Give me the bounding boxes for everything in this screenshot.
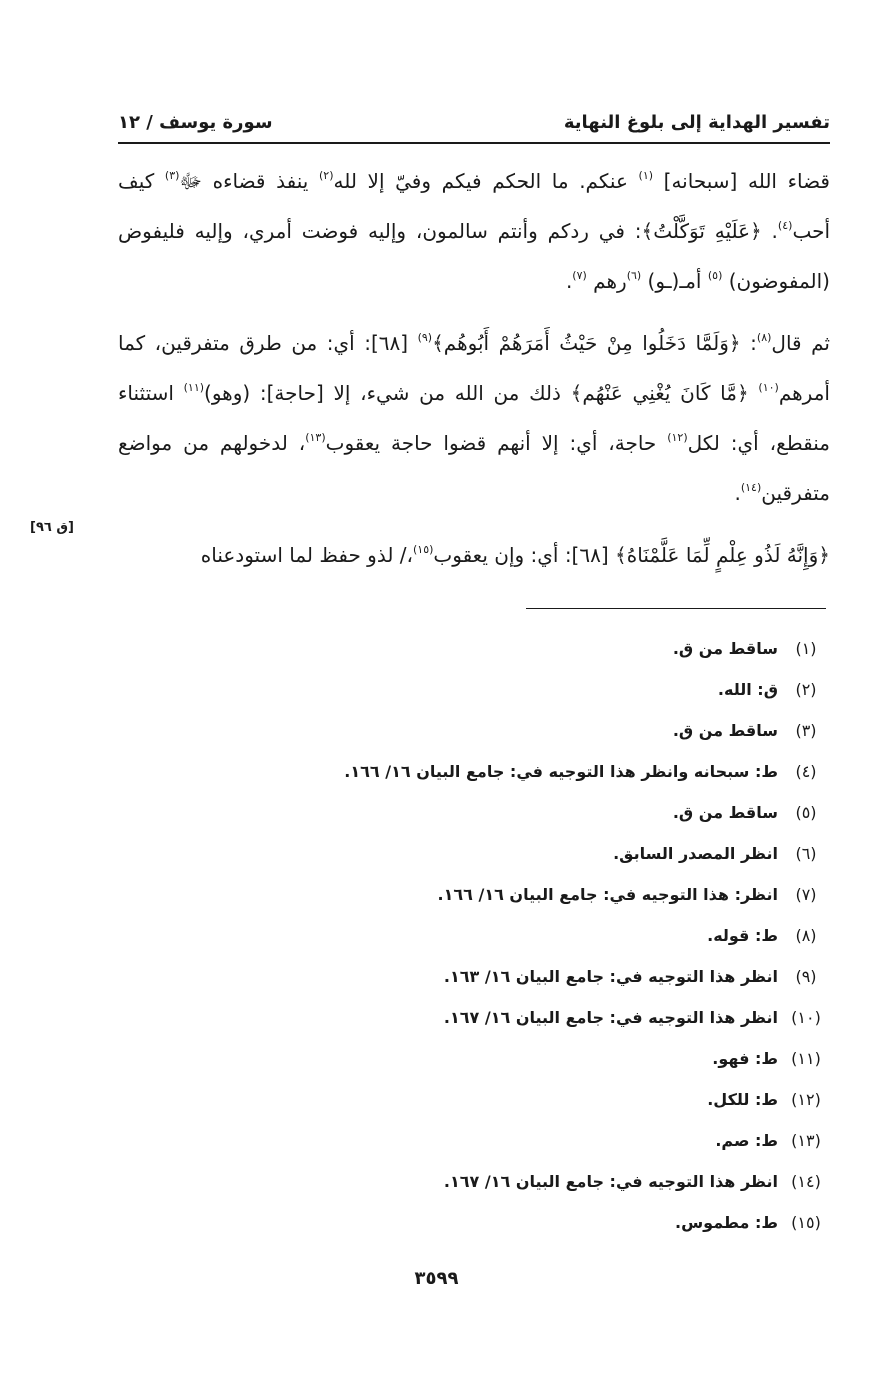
text-run: : في ردكم وأنتم سالمون، وإليه فوضت أمري، وإليه فليفوض (المفوضون) (118, 219, 830, 293)
quran-verse: ﴿مَّا كَانَ يُغْنِي عَنْهُم﴾ (570, 381, 749, 405)
book-title: تفسير الهداية إلى بلوغ النهاية (563, 111, 830, 133)
footnote-item (300, 1202, 828, 1243)
footnote-text: ساقط من ق. (672, 639, 778, 658)
text-run: استثناء منقطع، أي: لكل (118, 381, 830, 455)
quran-verse: ﴿وَإِنَّهُ لَذُو عِلْمٍ لِّمَا عَلَّمْنَاهُ﴾ (615, 543, 830, 567)
footnote-item (300, 710, 828, 751)
footnote-number: (٤) (795, 762, 817, 781)
header-divider (118, 142, 830, 144)
paragraph-3 (118, 530, 830, 580)
text-run: : (740, 331, 757, 355)
footnote-item (300, 628, 828, 669)
footnote-number: (١) (795, 639, 817, 658)
text-run: . (565, 269, 573, 293)
footnote-number: (١٠) (791, 1008, 821, 1027)
footnote-item (300, 874, 828, 915)
footnote-ref: (٢) (318, 169, 334, 182)
text-run: ثم قال (771, 331, 830, 355)
text-run: حاجة، أي: إلا أنهم قضوا حاجة يعقوب (325, 431, 668, 455)
main-text (118, 156, 830, 580)
footnote-ref: (٣) (164, 169, 180, 182)
footnote-item (300, 751, 828, 792)
footnote-item (300, 915, 828, 956)
paragraph-2 (118, 318, 830, 518)
footnote-number: (٦) (795, 844, 817, 863)
footnote-item (300, 956, 828, 997)
footnote-ref: (٦) (626, 269, 642, 282)
footnote-text: ط: صم. (715, 1131, 778, 1150)
page-number: ٣٥٩٩ (414, 1268, 459, 1289)
footnote-ref: (٨) (756, 331, 772, 344)
text-run: عنكم. ما الحكم فيكم وفيّ إلا لله (333, 169, 639, 193)
footnote-item (300, 997, 828, 1038)
footnote-ref: (١٥) (412, 543, 434, 556)
text-run: قضاء الله [سبحانه] (653, 169, 830, 193)
footnote-ref: (١٢) (667, 431, 688, 444)
text-run: ، لدخولهم من مواضع متفرقين (118, 431, 830, 505)
text-run: [٦٨]: أي: من طرق متفرقين، كما أمرهم (118, 331, 830, 405)
text-run (749, 381, 759, 405)
footnote-text: ط: للكل. (707, 1090, 778, 1109)
footnotes-list (300, 628, 828, 1243)
footnote-text: انظر المصدر السابق. (613, 844, 778, 863)
footnote-item (300, 1120, 828, 1161)
footnote-text: ط: فهو. (712, 1049, 778, 1068)
footnote-text: انظر هذا التوجيه في: جامع البيان ١٦/ ١٦٣. (443, 967, 778, 986)
footnote-number: (٣) (795, 721, 817, 740)
footnote-item (300, 792, 828, 833)
footnote-text: انظر: هذا التوجيه في: جامع البيان ١٦/ ١٦٦. (437, 885, 778, 904)
text-run: [٦٨]: أي: وإن يعقوب (433, 543, 616, 567)
footnote-ref: (١٤) (740, 481, 762, 494)
footnote-number: (١٤) (791, 1172, 821, 1191)
footnote-number: (١١) (791, 1049, 821, 1068)
text-run: ذلك من الله من شيء، إلا [حاجة]: (وهو) (204, 381, 571, 405)
text-run: ،/ لذو حفظ لما استودعناه (200, 543, 413, 567)
footnote-number: (٢) (795, 680, 817, 699)
footnote-text: ط: قوله. (707, 926, 778, 945)
footnote-item (300, 1038, 828, 1079)
footnote-number: (١٣) (791, 1131, 821, 1150)
footnote-ref: (١) (638, 169, 654, 182)
quran-verse: ﴿عَلَيْهِ تَوَكَّلْتُ﴾ (641, 219, 762, 243)
footnote-divider (526, 608, 826, 609)
footnote-text: ساقط من ق. (672, 803, 778, 822)
footnote-item (300, 833, 828, 874)
footnote-number: (١٥) (791, 1213, 821, 1232)
footnote-text: ط: سبحانه وانظر هذا التوجيه في: جامع البيان ١٦/ ١٦٦. (344, 762, 778, 781)
footnote-ref: (١١) (183, 381, 205, 394)
footnote-ref: (١٠) (758, 381, 779, 394)
footnote-text: ق: الله. (717, 680, 778, 699)
paragraph-1 (118, 156, 830, 306)
text-run: أمـ(ـو) (641, 269, 708, 293)
footnote-ref: (١٣) (305, 431, 326, 444)
footnote-ref: (٥) (707, 269, 723, 282)
footnote-number: (٥) (795, 803, 817, 822)
text-run: رهم (586, 269, 627, 293)
footnote-number: (٨) (795, 926, 817, 945)
text-run: كيف أحب (118, 169, 830, 243)
footnote-item (300, 1161, 828, 1202)
footnote-ref: (٩) (417, 331, 433, 344)
footnote-number: (١٢) (791, 1090, 821, 1109)
footnote-text: انظر هذا التوجيه في: جامع البيان ١٦/ ١٦٧. (443, 1172, 778, 1191)
text-run: . (761, 219, 778, 243)
footnote-item (300, 669, 828, 710)
footnote-number: (٧) (795, 885, 817, 904)
footnote-item (300, 1079, 828, 1120)
manuscript-folio-note: [ق ٩٦] (30, 520, 74, 535)
footnote-ref: (٧) (572, 269, 587, 282)
footnote-text: انظر هذا التوجيه في: جامع البيان ١٦/ ١٦٧. (443, 1008, 778, 1027)
footnote-number: (٩) (795, 967, 817, 986)
footnote-text: ساقط من ق. (672, 721, 778, 740)
surah-info: سورة يوسف / ١٢ (118, 111, 273, 133)
quran-verse: ﴿وَلَمَّا دَخَلُوا مِنْ حَيْثُ أَمَرَهُمْ أَبُوهُم﴾ (432, 331, 741, 355)
text-run: ينفذ قضاءه ﷻ (179, 169, 319, 193)
running-header (118, 104, 830, 140)
footnote-ref: (٤) (777, 219, 793, 232)
text-run: . (734, 481, 741, 505)
footnote-text: ط: مطموس. (675, 1213, 778, 1232)
